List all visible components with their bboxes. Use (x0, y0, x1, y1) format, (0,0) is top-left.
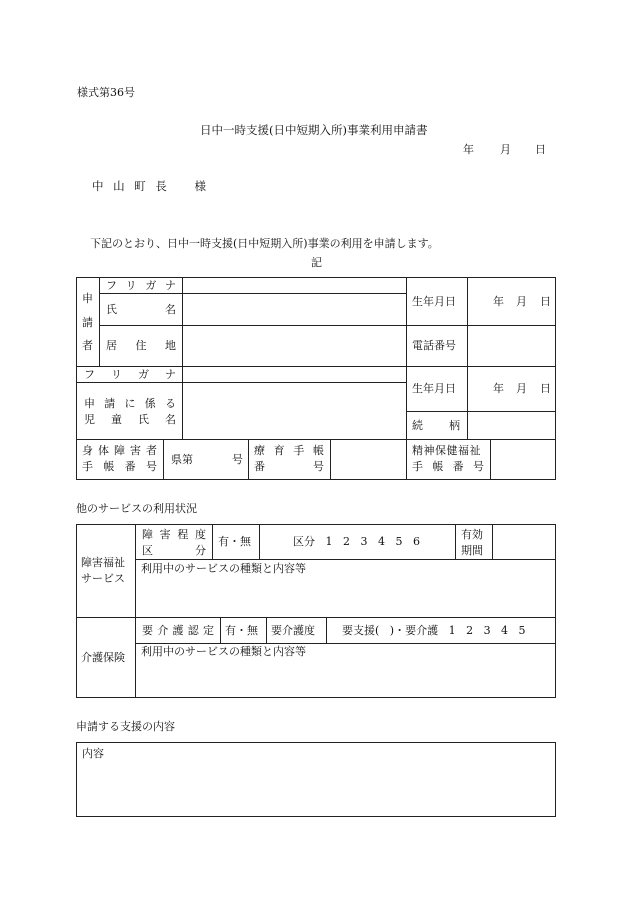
applicant-address-label: 居 住 地 (106, 339, 176, 352)
disability-classification: 区分 1 2 3 4 5 6 (293, 535, 420, 548)
disability-degree-label-line2: 区 分 (142, 544, 206, 557)
disability-degree-label-line1: 障 害 程 度 (142, 528, 206, 541)
applicant-birth-day: 日 (540, 295, 551, 308)
physical-number-suffix: 号 (232, 453, 243, 466)
prefecture-number-prefix: 県第 (171, 453, 193, 466)
care-yes-no: 有・無 (225, 624, 258, 637)
welfare-service-label-line1: 障害福祉 (81, 556, 125, 569)
valid-period-label-line2: 期間 (461, 544, 483, 557)
welfare-service-label-line2: サービス (81, 572, 125, 585)
support-content-box (76, 742, 556, 817)
mental-handbook-label-line2: 手 帳 番 号 (412, 460, 484, 473)
child-furigana-label: フ リ ガ ナ (84, 368, 176, 381)
form-number: 様式第36号 (77, 86, 135, 99)
date-day-label: 日 (535, 143, 546, 156)
child-birth-year: 年 (493, 382, 504, 395)
applicant-name-label: 氏 名 (106, 303, 176, 316)
physical-handbook-label-line2: 手 帳 番 号 (82, 460, 157, 473)
services-section-title: 他のサービスの利用状況 (76, 502, 197, 515)
ki-label: 記 (311, 256, 322, 269)
support-section-title: 申請する支援の内容 (76, 720, 175, 733)
valid-period-label-line1: 有効 (461, 528, 483, 541)
welfare-services-in-use-label: 利用中のサービスの種類と内容等 (141, 562, 306, 575)
child-birthdate-label: 生年月日 (412, 382, 456, 395)
applicant-furigana-label: フ リ ガ ナ (106, 279, 176, 292)
applicant-label: 申 請 者 (82, 292, 93, 352)
applicant-birthdate-label: 生年月日 (412, 295, 456, 308)
ryoiku-handbook-label-line1: 療 育 手 帳 (254, 444, 324, 457)
care-services-in-use-label: 利用中のサービスの種類と内容等 (141, 645, 306, 658)
date-month-label: 月 (500, 143, 511, 156)
care-level-options: 要支援( )・要介護 1 2 3 4 5 (342, 624, 526, 637)
physical-handbook-label-line1: 身 体 障 害 者 (82, 444, 157, 457)
care-certification-label: 要 介 護 認 定 (142, 624, 214, 637)
date-year-label: 年 (463, 143, 474, 156)
care-insurance-label: 介護保険 (81, 651, 125, 664)
relation-label: 続 柄 (412, 419, 460, 432)
child-label-line2: 児 童 氏 名 (84, 413, 176, 426)
child-label-line1: 申 請 に 係 る (84, 397, 176, 410)
mental-handbook-label-line1: 精神保健福祉 (412, 444, 481, 457)
applicant-birth-month: 月 (516, 295, 527, 308)
child-birth-day: 日 (540, 382, 551, 395)
intro-text: 下記のとおり、日中一時支援(日中短期入所)事業の利用を申請します。 (90, 237, 439, 250)
support-content-label: 内容 (82, 747, 104, 760)
document-title: 日中一時支援(日中短期入所)事業利用申請書 (200, 123, 428, 137)
applicant-birth-year: 年 (493, 295, 504, 308)
child-birth-month: 月 (516, 382, 527, 395)
phone-label: 電話番号 (412, 339, 456, 352)
ryoiku-handbook-label-line2: 番 号 (254, 460, 324, 473)
disability-yes-no: 有・無 (218, 535, 251, 548)
addressee: 中 山 町 長 様 (92, 179, 206, 193)
care-level-label: 要介護度 (271, 624, 315, 637)
